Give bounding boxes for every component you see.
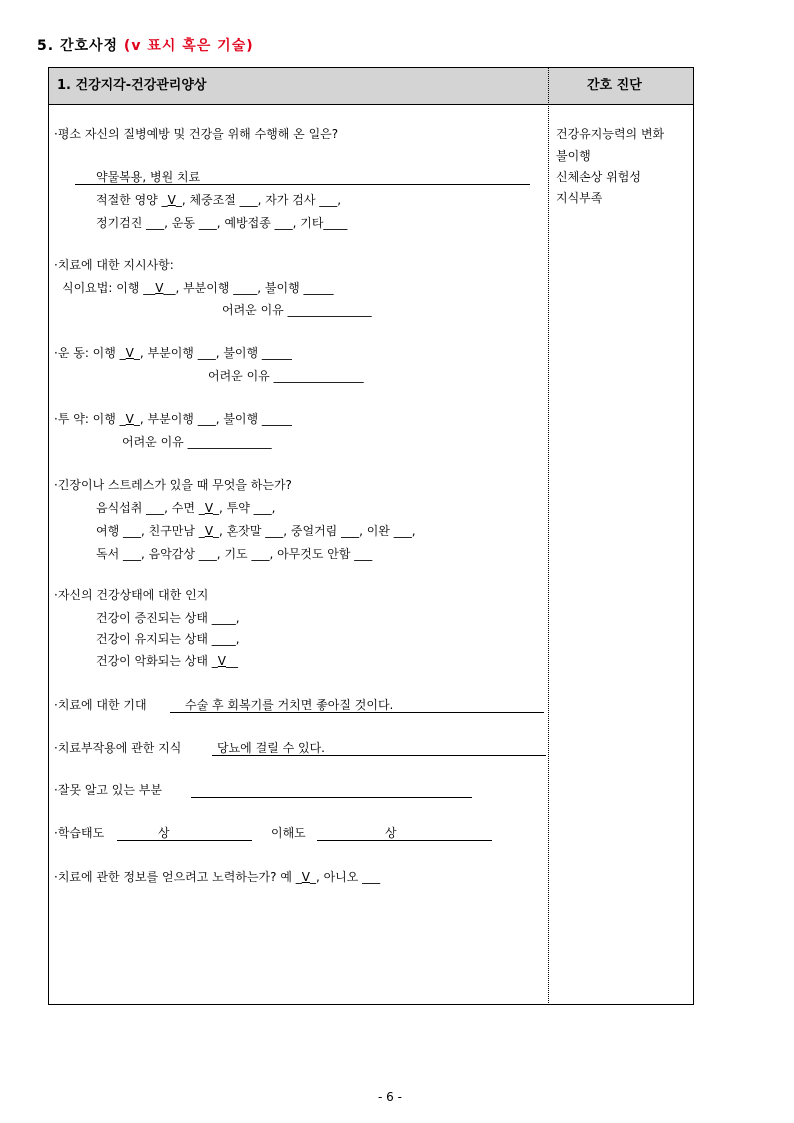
diagnosis-item: 지식부족 <box>556 191 603 205</box>
diagnosis-item: 건강유지능력의 변화 <box>556 127 665 141</box>
q3-exercise-row: ·운 동: 이행 _V_, 부분이행 ___, 불이행 _____ <box>54 346 292 360</box>
diagnosis-item: 신체손상 위험성 <box>556 170 641 184</box>
check-mark: V <box>204 501 214 515</box>
q5-row2: 여행 ___, 친구만남 _V_, 혼잣말 ___, 중얼거림 ___, 이완 ___, <box>96 524 416 538</box>
check-mark: V <box>301 870 310 884</box>
section-heading: 간호사정 <box>59 38 119 54</box>
q8-answer: 당뇨에 걸릴 수 있다. <box>217 741 325 755</box>
q7-label: ·치료에 대한 기대 <box>54 698 147 712</box>
q1-row2: 적절한 영양 _V_, 체중조절 ___, 자가 검사 ___, <box>96 193 342 207</box>
section-instruction: (v 표시 혹은 기술) <box>123 38 254 54</box>
page-number: - 6 - <box>378 1090 402 1104</box>
q6-row2: 건강이 유지되는 상태 ____, <box>96 632 240 646</box>
q1-answer: 약물복용, 병원 치료 <box>96 170 201 184</box>
q10-learning-value: 상 <box>158 826 170 840</box>
q6-prompt: ·자신의 건강상태에 대한 인지 <box>54 588 209 602</box>
q6-row3: 건강이 악화되는 상태 _V__ <box>96 654 238 668</box>
q8-label: ·치료부작용에 관한 지식 <box>54 741 182 755</box>
check-mark: V <box>125 412 134 426</box>
column-divider <box>548 67 549 1005</box>
q6-row1: 건강이 증진되는 상태 ____, <box>96 611 240 625</box>
diagnosis-item: 불이행 <box>556 149 591 163</box>
q9-label: ·잘못 알고 있는 부분 <box>54 783 162 797</box>
q8-answer-line <box>212 755 546 756</box>
q2-prompt: ·치료에 대한 지시사항: <box>54 258 174 272</box>
check-mark: V <box>217 654 226 668</box>
column-header-assessment: 1. 건강지각-건강관리양상 <box>57 78 207 93</box>
q2-reason: 어려운 이유 ______________ <box>222 303 372 317</box>
q5-prompt: ·긴장이나 스트레스가 있을 때 무엇을 하는가? <box>54 478 292 492</box>
q5-row3: 독서 ___, 음악감상 ___, 기도 ___, 아무것도 안함 ___ <box>96 547 373 561</box>
q10-understanding-label: 이해도 <box>271 826 306 840</box>
q1-answer-line <box>75 184 530 185</box>
q10-learning-label: ·학습태도 <box>54 826 105 840</box>
q10-learning-line <box>117 840 252 841</box>
q5-row1: 음식섭취 ___, 수면 _V_, 투약 ___, <box>96 501 276 515</box>
q7-answer: 수술 후 회복기를 거치면 좋아질 것이다. <box>185 698 394 712</box>
q7-answer-line <box>170 712 544 713</box>
q4-reason: 어려운 이유 ______________ <box>122 435 272 449</box>
q3-reason: 어려운 이유 _______________ <box>208 369 364 383</box>
q4-medication-row: ·투 약: 이행 _V_, 부분이행 ___, 불이행 _____ <box>54 412 292 426</box>
q10-understanding-value: 상 <box>385 826 397 840</box>
check-mark: V <box>167 193 176 207</box>
q11-row: ·치료에 관한 정보를 얻으려고 노력하는가? 예 _V_, 아니오 ___ <box>54 870 381 884</box>
q1-row3: 정기검진 ___, 운동 ___, 예방접종 ___, 기타____ <box>96 216 348 230</box>
q2-diet-row: 식이요법: 이행 __V__, 부분이행 ____, 불이행 _____ <box>62 281 334 295</box>
section-number: 5. <box>37 38 55 54</box>
q10-understanding-line <box>317 840 492 841</box>
q9-answer-line <box>191 797 472 798</box>
check-mark: V <box>155 281 164 295</box>
q1-prompt: ·평소 자신의 질병예방 및 건강을 위해 수행해 온 일은? <box>54 127 339 141</box>
column-header-diagnosis: 간호 진단 <box>587 78 642 93</box>
check-mark: V <box>125 346 134 360</box>
check-mark: V <box>204 524 214 538</box>
section-title <box>37 39 254 53</box>
